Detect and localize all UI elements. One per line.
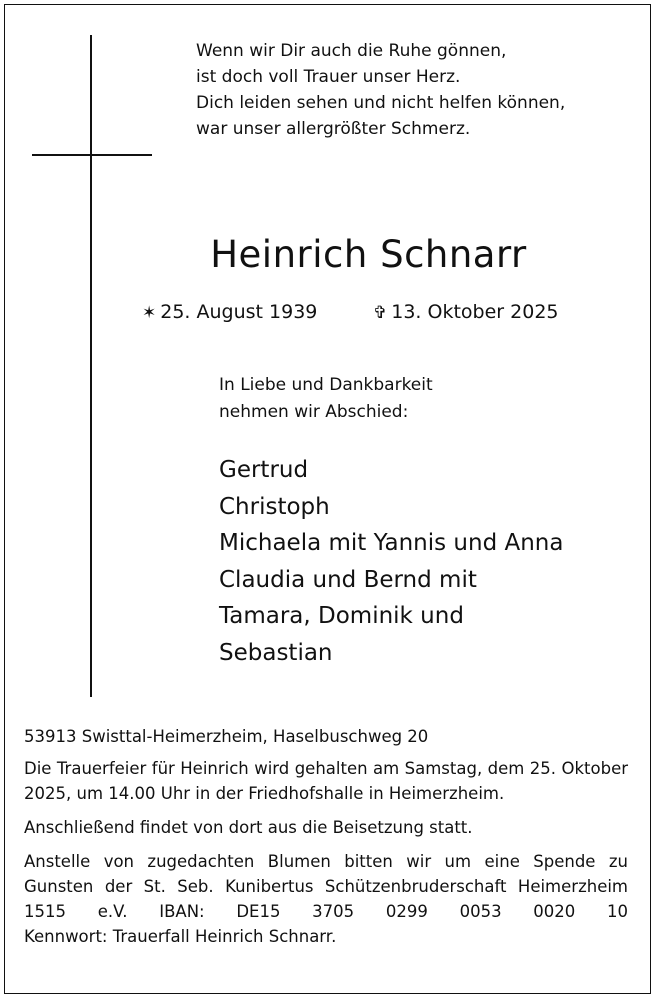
family-member: Christoph [219, 493, 330, 520]
memorial-verse [196, 38, 636, 142]
cross-horizontal-bar [32, 154, 152, 156]
mourning-address: 53913 Swisttal-Heimerzheim, Haselbuschweg 20 [24, 727, 429, 746]
family-member: Tamara, Dominik und [219, 603, 464, 629]
intro-line: In Liebe und Dankbarkeit [219, 375, 433, 395]
intro-line: nehmen wir Abschied: [219, 402, 409, 422]
deceased-name: Heinrich Schnarr [210, 233, 527, 276]
birth-date: 25. August 1939 [160, 301, 318, 323]
cross-vertical-bar [90, 35, 92, 697]
death-date-line [373, 298, 559, 327]
death-date: 13. Oktober 2025 [391, 301, 559, 323]
family-member: Claudia und Bernd mit [219, 566, 477, 593]
family-member: Gertrud [219, 457, 309, 483]
ceremony-text: Die Trauerfeier für Heinrich wird gehalten am Samstag, dem 25. Oktober 2025, um 14.00 Uhr in der Friedhofshalle in Heimerzheim. [24, 759, 628, 803]
verse-line: ist doch voll Trauer unser Herz. [196, 67, 461, 87]
verse-line: Dich leiden sehen und nicht helfen können, [196, 93, 566, 113]
family-member: Michaela mit Yannis und Anna [219, 530, 564, 556]
farewell-intro [219, 372, 433, 426]
donation-text: Anstelle von zugedachten Blumen bitten wir um eine Spende zu Gunsten der St. Seb. Kunibertus Schützenbruderschaft Heimerzheim 1515 e.V. IBAN: DE15 3705 0299 0053 0020 10 [24, 852, 628, 921]
notice-details [24, 724, 628, 949]
burial-text: Anschließend findet von dort aus die Beisetzung statt. [24, 818, 473, 837]
death-cross-icon: ✞ [373, 303, 388, 323]
verse-line: war unser allergrößter Schmerz. [196, 119, 471, 139]
family-member: Sebastian [219, 639, 333, 666]
birth-date-line [142, 298, 317, 327]
family-list [219, 452, 563, 671]
verse-line: Wenn wir Dir auch die Ruhe gönnen, [196, 41, 507, 61]
birth-star-icon: ✶ [142, 303, 157, 323]
donation-keyword: Kennwort: Trauerfall Heinrich Schnarr. [24, 927, 337, 946]
